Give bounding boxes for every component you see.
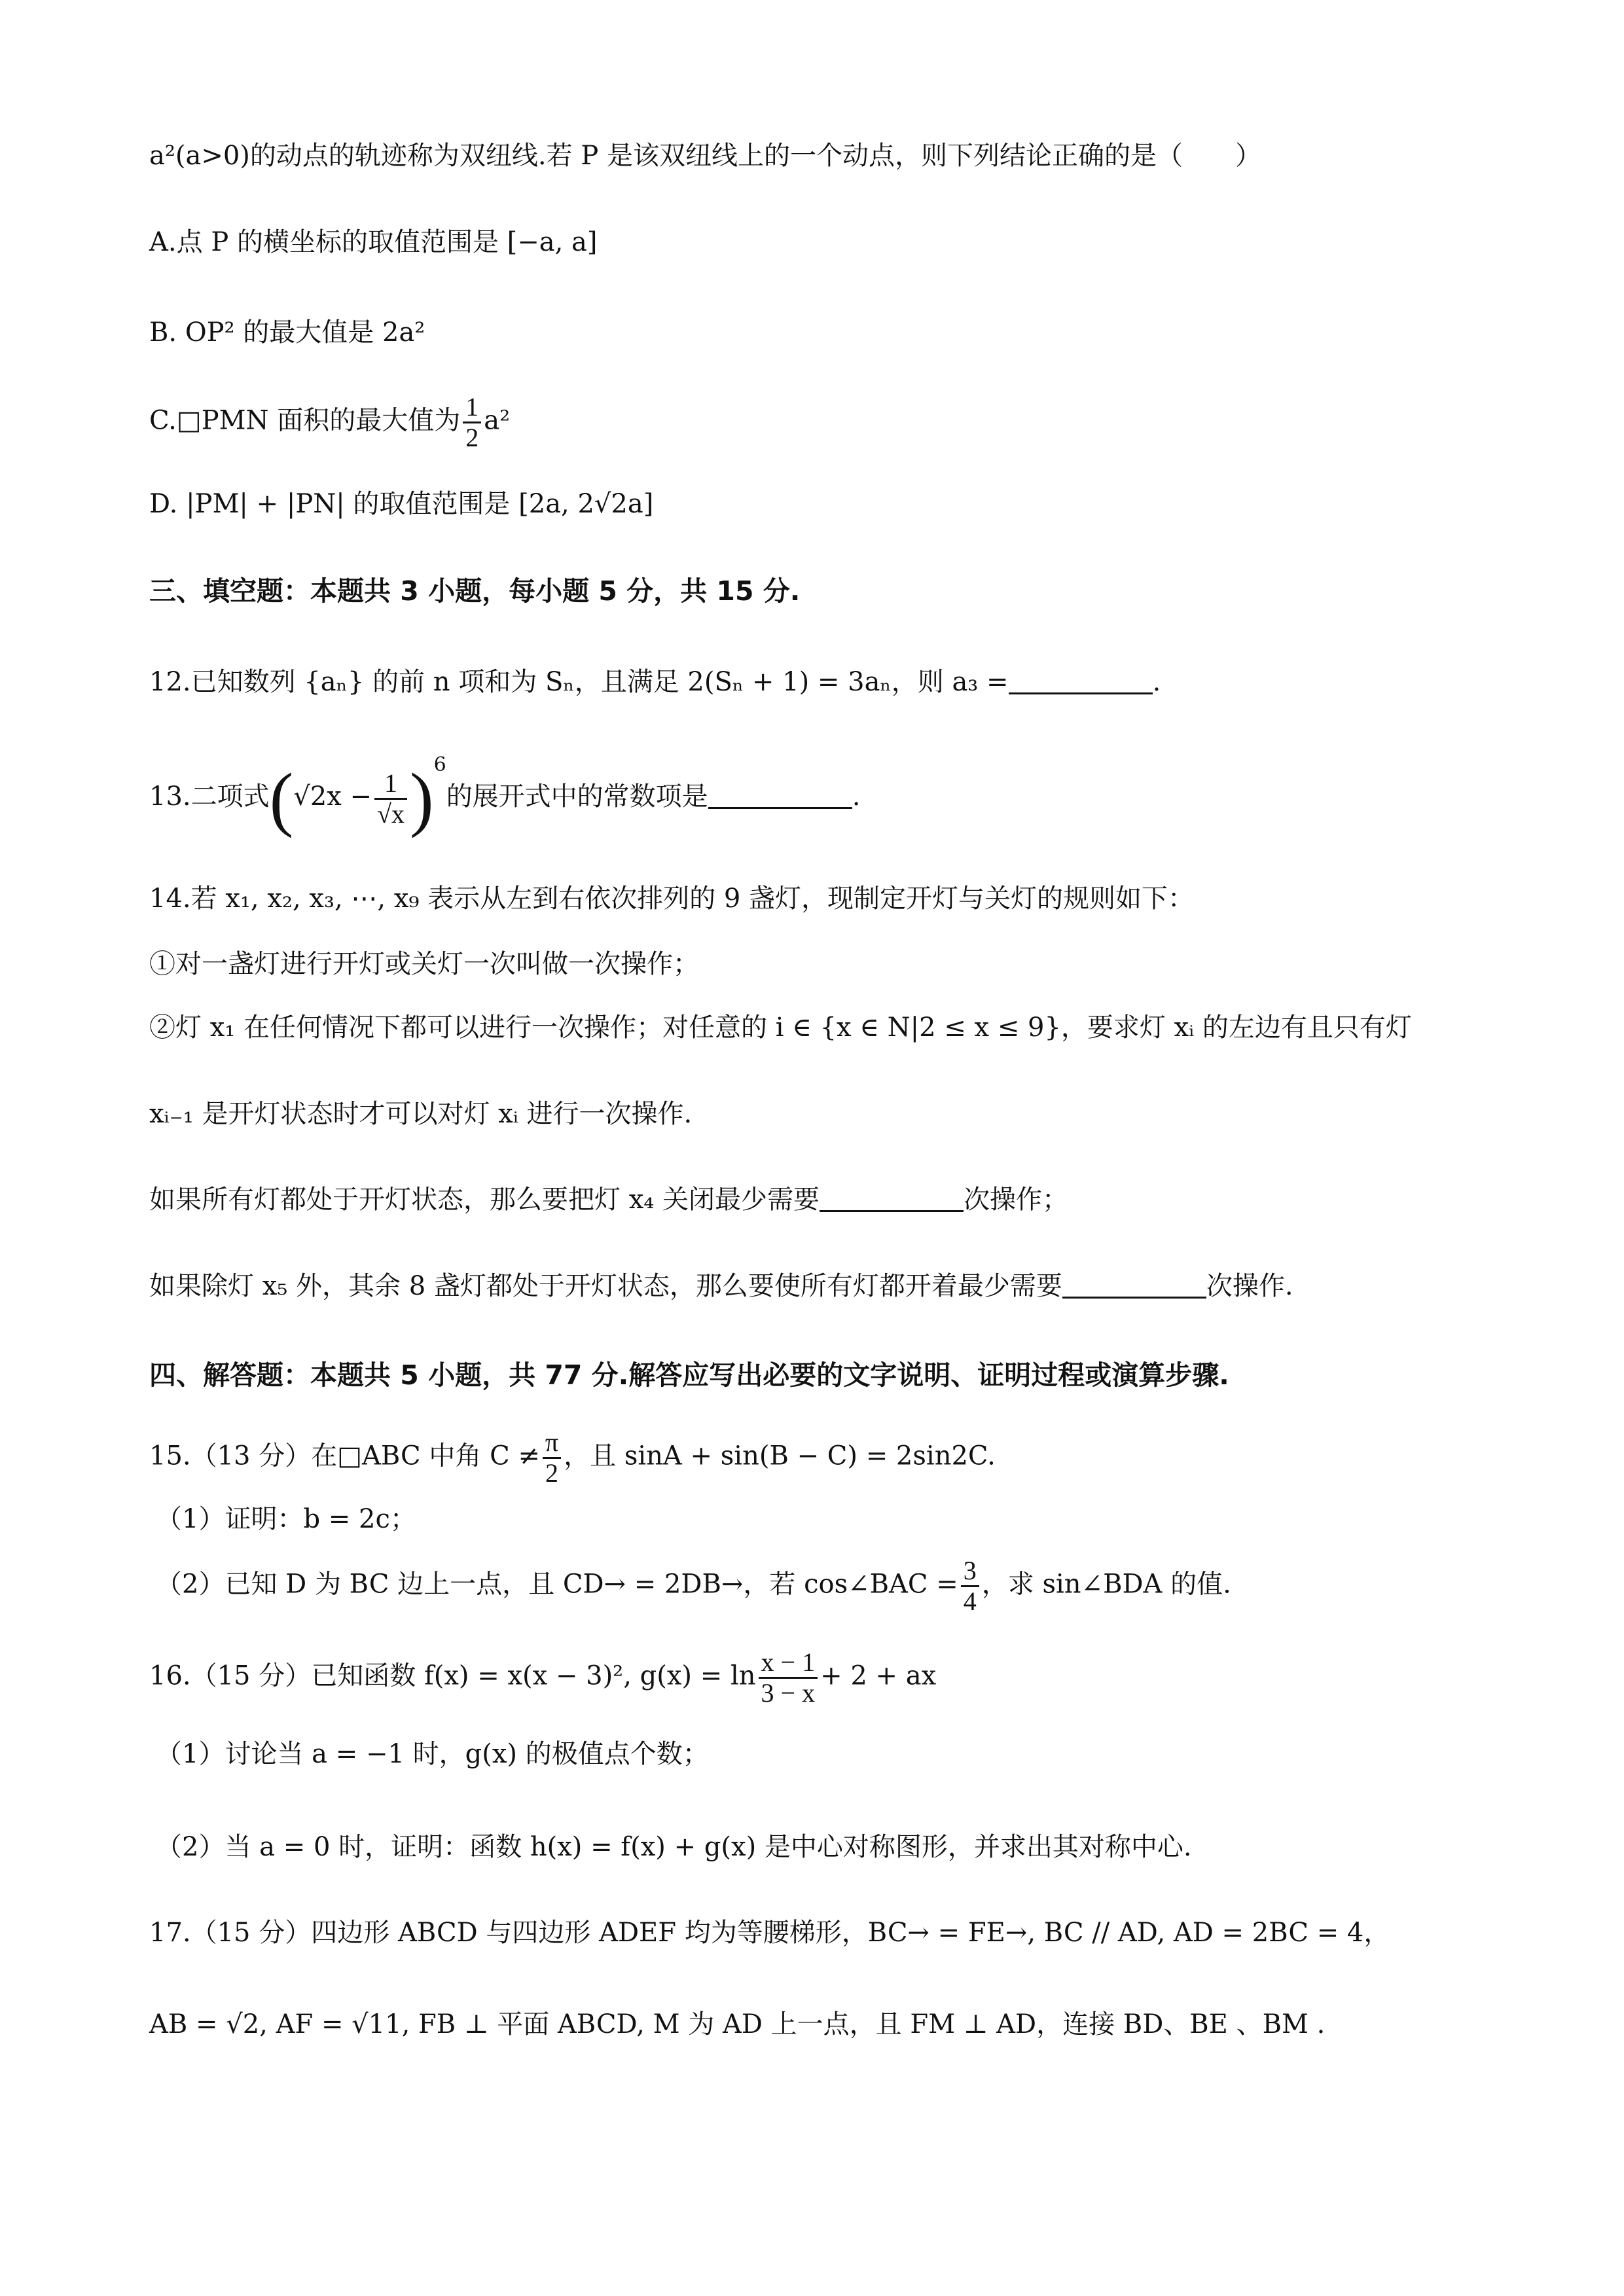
fraction-log-argument [759, 1648, 818, 1708]
fraction-numerator: 1 [463, 393, 481, 423]
fraction-pi-over-two [543, 1428, 561, 1488]
fraction-denominator: √x [377, 798, 405, 829]
question-15 [149, 1428, 1526, 1488]
question-15-text: 15.（13 分）在□ABC 中角 C ≠ [149, 1441, 540, 1471]
question-15-part-2-text: （2）已知 D 为 BC 边上一点，且 CD→ = 2DB→，若 cos∠BAC = [156, 1569, 958, 1600]
question-16-end: + 2 + ax [820, 1660, 937, 1691]
question-15-condition: ，且 sinA + sin(B − C) = 2sin2C. [564, 1441, 996, 1471]
answer-blank[interactable] [708, 781, 852, 809]
question-16 [149, 1648, 1526, 1708]
binomial-term: √2x − [293, 781, 372, 812]
question-14-line-5 [149, 1183, 1526, 1216]
exponent: 6 [433, 753, 446, 776]
question-14-line-5-end: 次操作； [964, 1185, 1069, 1215]
question-14-line-6-end: 次操作. [1206, 1271, 1293, 1301]
question-12-end: . [1152, 667, 1161, 697]
left-paren: ( [269, 759, 294, 838]
answer-blank[interactable] [1009, 666, 1153, 694]
question-15-part-2 [156, 1556, 1526, 1616]
question-13-middle: 的展开式中的常数项是 [446, 781, 708, 812]
question-14-line-6 [149, 1270, 1526, 1302]
question-13 [149, 753, 1526, 838]
answer-blank[interactable] [1062, 1270, 1206, 1299]
right-paren: ) [409, 759, 434, 838]
option-c-tail: a² [484, 405, 511, 436]
fraction-one-over-root-x [374, 769, 407, 829]
question-14-line-1: 14.若 x₁, x₂, x₃, ⋯, x₉ 表示从左到右依次排列的 9 盏灯，现制定开灯与关灯的规则如下： [149, 884, 1195, 914]
question-14-line-6-text: 如果除灯 x₅ 外，其余 8 盏灯都处于开灯状态，那么要使所有灯都开着最少需要 [149, 1271, 1062, 1301]
fraction-one-half [463, 393, 481, 452]
section-three-heading: 三、填空题：本题共 3 小题，每小题 5 分，共 15 分. [149, 575, 801, 607]
question-12 [149, 666, 1526, 698]
fraction-denominator: 4 [963, 1587, 977, 1616]
question-13-end: . [852, 781, 861, 812]
question-14-line-2: ①对一盏灯进行开灯或关灯一次叫做一次操作； [149, 949, 699, 979]
question-16-part-2: （2）当 a = 0 时，证明：函数 h(x) = f(x) + g(x) 是中心对称图形，并求出其对称中心. [156, 1832, 1192, 1862]
question-17-line-1: 17.（15 分）四边形 ABCD 与四边形 ADEF 均为等腰梯形，BC→ = FE→, BC // AD, AD = 2BC = 4， [149, 1918, 1390, 1948]
question-13-text: 13.二项式 [149, 781, 270, 812]
fraction-denominator: 2 [465, 423, 479, 452]
fraction-numerator: x − 1 [759, 1648, 818, 1679]
option-d: D. |PM| + |PN| 的取值范围是 [2a, 2√2a] [149, 489, 654, 519]
option-c-text: C.□PMN 面积的最大值为 [149, 405, 461, 436]
question-16-text: 16.（15 分）已知函数 f(x) = x(x − 3)², g(x) = ln [149, 1660, 756, 1691]
fraction-three-quarters [961, 1556, 979, 1616]
question-14-line-3: ②灯 x₁ 在任何情况下都可以进行一次操作；对任意的 i ∈ {x ∈ N|2 ≤ x ≤ 9}，要求灯 xᵢ 的左边有且只有灯 [149, 1013, 1412, 1043]
question-15-part-2-end: ，求 sin∠BDA 的值. [981, 1569, 1231, 1600]
fraction-numerator: 3 [961, 1556, 979, 1587]
section-four-heading: 四、解答题：本题共 5 小题，共 77 分.解答应写出必要的文字说明、证明过程或演算步骤. [149, 1359, 1229, 1391]
option-b: B. OP² 的最大值是 2a² [149, 317, 425, 348]
question-14-line-5-text: 如果所有灯都处于开灯状态，那么要把灯 x₄ 关闭最少需要 [149, 1185, 820, 1215]
question-14-line-4: xᵢ₋₁ 是开灯状态时才可以对灯 xᵢ 进行一次操作. [149, 1099, 693, 1129]
fraction-numerator: 1 [374, 769, 407, 800]
question-11-stem: a²(a>0)的动点的轨迹称为双纽线.若 P 是该双纽线上的一个动点，则下列结论正确的是（ ） [149, 141, 1261, 171]
fraction-numerator: π [543, 1428, 561, 1459]
option-c [149, 393, 1526, 452]
question-16-part-1: （1）讨论当 a = −1 时，g(x) 的极值点个数； [156, 1739, 709, 1769]
fraction-denominator: 3 − x [761, 1678, 816, 1708]
question-15-part-1: （1）证明：b = 2c； [156, 1504, 416, 1534]
question-12-text: 12.已知数列 {aₙ} 的前 n 项和为 Sₙ，且满足 2(Sₙ + 1) = 3aₙ，则 a₃ = [149, 667, 1009, 697]
answer-blank[interactable] [820, 1184, 964, 1212]
question-17-line-2: AB = √2, AF = √11, FB ⊥ 平面 ABCD, M 为 AD 上一点，且 FM ⊥ AD，连接 BD、BE 、BM . [149, 2009, 1326, 2039]
fraction-denominator: 2 [545, 1458, 559, 1488]
option-a: A.点 P 的横坐标的取值范围是 [−a, a] [149, 227, 598, 257]
